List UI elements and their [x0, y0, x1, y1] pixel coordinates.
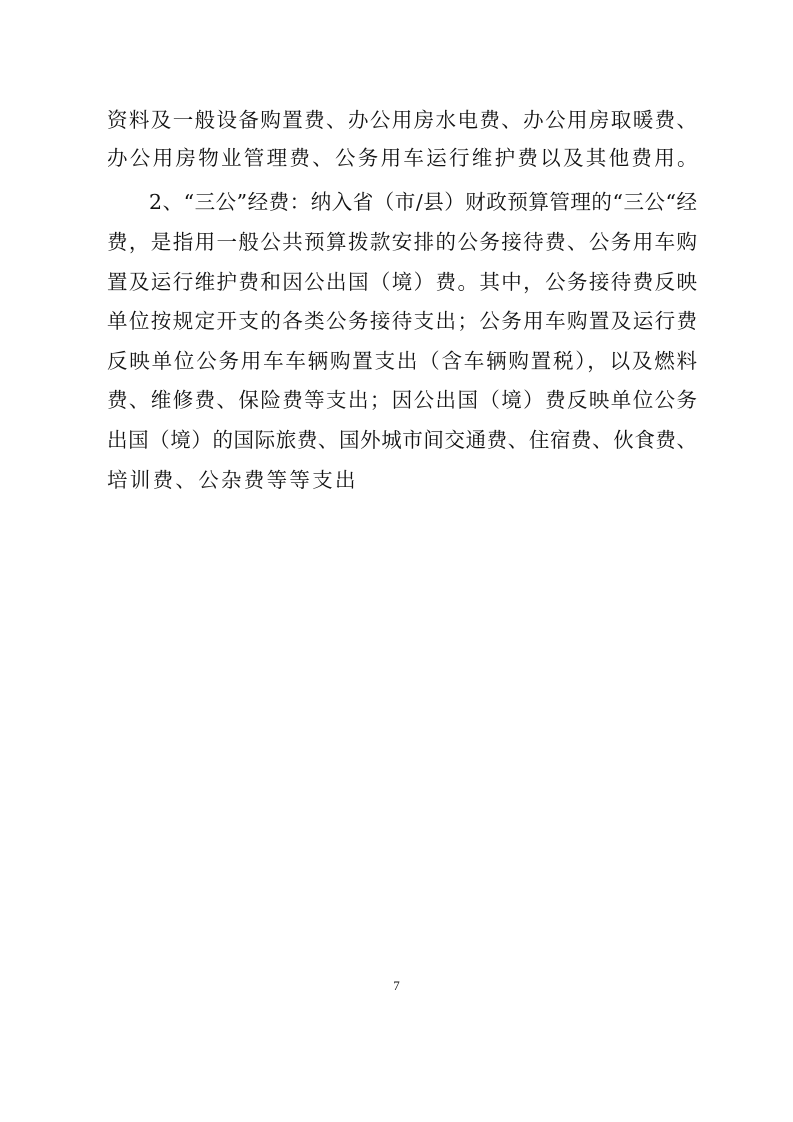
text-line-8: 费、维修费、保险费等支出；因公出国（境）费反映单位公务 [107, 388, 697, 412]
text-line-7: 反映单位公务用车车辆购置支出（含车辆购置税），以及燃料 [107, 349, 697, 373]
text-line-5: 置及运行维护费和因公出国（境）费。其中，公务接待费反映 [107, 270, 697, 294]
text-line-6: 单位按规定开支的各类公务接待支出；公务用车购置及运行费 [107, 309, 697, 333]
text-line-2: 办公用房物业管理费、公务用车运行维护费以及其他费用。 [107, 146, 700, 170]
text-line-1: 资料及一般设备购置费、办公用房水电费、办公用房取暖费、 [107, 108, 697, 132]
text-line-3: 2、“三公”经费：纳入省（市/县）财政预算管理的“三公“经 [149, 190, 697, 214]
text-line-10: 培训费、公杂费等等支出 [107, 468, 358, 492]
text-line-4: 费，是指用一般公共预算拨款安排的公务接待费、公务用车购 [107, 230, 697, 254]
text-line-9: 出国（境）的国际旅费、国外城市间交通费、住宿费、伙食费、 [107, 428, 697, 452]
page-number: 7 [393, 978, 400, 993]
